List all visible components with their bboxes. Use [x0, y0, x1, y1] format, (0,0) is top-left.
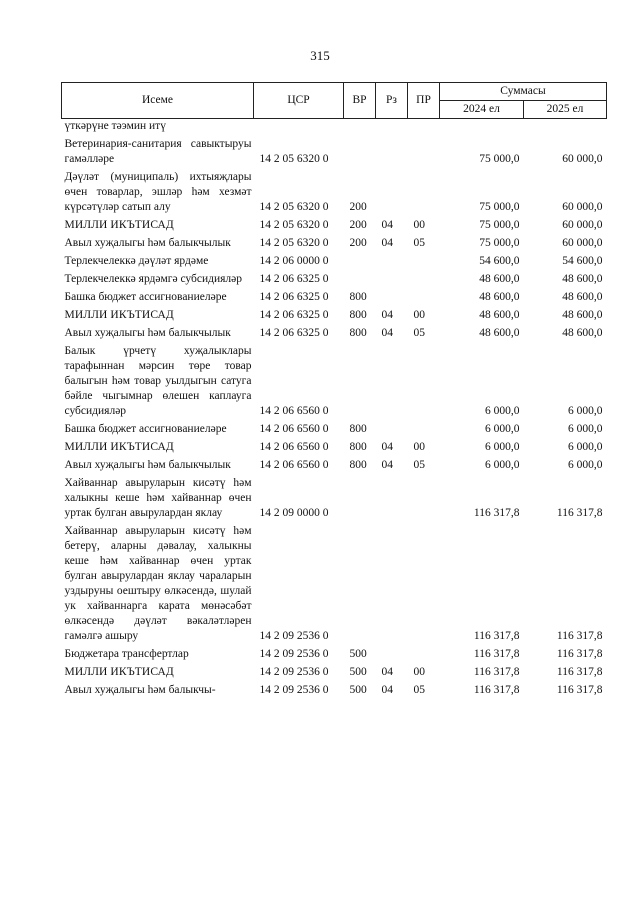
- row-code: 14 2 06 6325 0: [259, 309, 329, 321]
- row-pr: 05: [413, 459, 425, 471]
- row-pr: [408, 251, 440, 269]
- row-sum-2024: [440, 119, 524, 135]
- row-rz: [376, 269, 408, 287]
- row-sum-2025: 60 000,0: [562, 153, 603, 165]
- table-row: [62, 119, 607, 135]
- header-code: ЦСР: [254, 83, 344, 119]
- row-sum-2025: 116 317,8: [556, 684, 603, 696]
- row-pr: [408, 287, 440, 305]
- row-sum-2024: 6 000,0: [485, 423, 520, 435]
- row-code: 14 2 09 2536 0: [259, 666, 329, 678]
- row-sum-2025: 48 600,0: [562, 327, 603, 339]
- row-sum-2025: 48 600,0: [562, 291, 603, 303]
- row-name: Хайваннар авыруларын кисәтү һәм халыкны кеше һәм хайваннар өчен уртак булган авырулардан яклау: [64, 477, 252, 519]
- row-vr: 800: [349, 291, 367, 303]
- row-sum-2025: 60 000,0: [562, 201, 603, 213]
- row-code: 14 2 09 2536 0: [259, 648, 329, 660]
- row-sum-2024: 75 000,0: [479, 153, 520, 165]
- row-pr: 00: [413, 666, 425, 678]
- row-code: 14 2 06 6325 0: [259, 273, 329, 285]
- row-rz: 04: [381, 309, 393, 321]
- row-pr: [408, 167, 440, 215]
- row-pr: 05: [413, 327, 425, 339]
- row-name: МИЛЛИ ИКЪТИСАД: [64, 219, 174, 231]
- row-sum-2024: 6 000,0: [485, 459, 520, 471]
- row-sum-2024: 116 317,8: [473, 507, 520, 519]
- row-rz: 04: [381, 441, 393, 453]
- row-name: Балык үрчетү хуҗалыклары тарафыннан мәрсин төре товар балыгын һәм товар уылдыгын сатуга бәйле чыгымнар өлешен каплауга субсидияләр: [64, 345, 252, 417]
- table-row: [62, 473, 607, 521]
- header-name: Исеме: [62, 83, 254, 119]
- row-code: 14 2 06 6325 0: [259, 327, 329, 339]
- row-vr: [344, 251, 376, 269]
- row-sum-2025: 48 600,0: [562, 309, 603, 321]
- row-code: 14 2 06 6325 0: [259, 291, 329, 303]
- row-name: Авыл хуҗалыгы һәм балыкчылык: [64, 459, 231, 471]
- table-row: [62, 323, 607, 341]
- row-rz: 04: [381, 684, 393, 696]
- row-sum-2025: 116 317,8: [556, 507, 603, 519]
- row-sum-2024: 48 600,0: [479, 273, 520, 285]
- row-vr: 800: [349, 441, 367, 453]
- row-code: 14 2 09 2536 0: [259, 630, 329, 642]
- table-row: [62, 233, 607, 251]
- table-row: [62, 305, 607, 323]
- table-row: [62, 167, 607, 215]
- row-vr: 200: [349, 237, 367, 249]
- row-sum-2024: 75 000,0: [479, 237, 520, 249]
- row-name: Авыл хуҗалыгы һәм балыкчылык: [64, 237, 231, 249]
- table-row: [62, 134, 607, 167]
- row-sum-2024: 6 000,0: [485, 405, 520, 417]
- table-row: [62, 419, 607, 437]
- row-pr: [408, 473, 440, 521]
- row-pr: [408, 134, 440, 167]
- row-code: 14 2 05 6320 0: [259, 201, 329, 213]
- row-vr: 500: [349, 648, 367, 660]
- row-pr: [408, 521, 440, 644]
- row-name: Терлекчелеккә ярдәмгә субсидияләр: [64, 273, 243, 285]
- row-name: Авыл хуҗалыгы һәм балыкчы-: [64, 684, 216, 696]
- row-name: Ветеринария-санитария савыктыруы гамәлләре: [64, 138, 252, 165]
- row-pr: 00: [413, 441, 425, 453]
- row-sum-2024: 116 317,8: [473, 648, 520, 660]
- row-sum-2025: 60 000,0: [562, 237, 603, 249]
- row-name: Хайваннар авыруларын кисәтү һәм бетерү, аларны дәвалау, халыкны кеше һәм хайваннар өчен уртак булган авырулардан яклау чараларын уздыруны оештыру өлкәсендә, шулай ук хайваннарга карата мөнәсәбәт өлкәсендә дәүләт вәкаләтләрен гамәлгә ашыру: [64, 525, 252, 642]
- row-sum-2024: 116 317,8: [473, 684, 520, 696]
- row-sum-2025: 116 317,8: [556, 648, 603, 660]
- row-rz: 04: [381, 237, 393, 249]
- header-pr: ПР: [408, 83, 440, 119]
- row-pr: 00: [413, 309, 425, 321]
- page-number: 315: [310, 48, 330, 63]
- table-row: [62, 215, 607, 233]
- header-year-2024: 2024 ел: [440, 101, 524, 119]
- row-name: Дәүләт (муниципаль) ихтыяҗлары өчен товарлар, эшләр һәм хезмәт күрсәтүләр сатып алу: [64, 171, 252, 213]
- row-name: Терлекчелеккә дәүләт ярдәме: [64, 255, 209, 267]
- table-header: [62, 83, 607, 119]
- row-rz: [376, 341, 408, 419]
- row-code: 14 2 06 0000 0: [259, 255, 329, 267]
- row-rz: [376, 287, 408, 305]
- header-sums: Суммасы: [440, 83, 607, 101]
- row-name: Башка бюджет ассигнованиеләре: [64, 423, 227, 435]
- header-rz: Рз: [376, 83, 408, 119]
- row-vr: 200: [349, 219, 367, 231]
- row-rz: [376, 419, 408, 437]
- row-sum-2025: 116 317,8: [556, 630, 603, 642]
- table-row: [62, 269, 607, 287]
- row-sum-2025: 6 000,0: [568, 405, 603, 417]
- row-sum-2024: 48 600,0: [479, 309, 520, 321]
- row-name: Авыл хуҗалыгы һәм балыкчылык: [64, 327, 231, 339]
- row-vr: 800: [349, 423, 367, 435]
- table-row: [62, 287, 607, 305]
- table-row: [62, 521, 607, 644]
- row-vr: 500: [349, 666, 367, 678]
- row-sum-2025: 6 000,0: [568, 459, 603, 471]
- row-sum-2024: 6 000,0: [485, 441, 520, 453]
- row-pr: [408, 119, 440, 135]
- row-code: 14 2 05 6320 0: [259, 153, 329, 165]
- row-pr: [408, 341, 440, 419]
- row-pr: 05: [413, 684, 425, 696]
- row-sum-2025: 48 600,0: [562, 273, 603, 285]
- row-code: 14 2 06 6560 0: [259, 423, 329, 435]
- row-sum-2024: 75 000,0: [479, 201, 520, 213]
- row-name: Башка бюджет ассигнованиеләре: [64, 291, 227, 303]
- row-code: 14 2 06 6560 0: [259, 405, 329, 417]
- row-pr: [408, 419, 440, 437]
- row-rz: [376, 167, 408, 215]
- row-sum-2025: 60 000,0: [562, 219, 603, 231]
- table-row: [62, 341, 607, 419]
- row-name: Бюджетара трансфертлар: [64, 648, 189, 660]
- table-row: [62, 437, 607, 455]
- row-sum-2024: 54 600,0: [479, 255, 520, 267]
- row-name: МИЛЛИ ИКЪТИСАД: [64, 666, 174, 678]
- row-rz: 04: [381, 666, 393, 678]
- row-vr: 800: [349, 327, 367, 339]
- row-sum-2025: 6 000,0: [568, 441, 603, 453]
- row-sum-2024: 116 317,8: [473, 666, 520, 678]
- row-vr: 500: [349, 684, 367, 696]
- row-sum-2024: 48 600,0: [479, 327, 520, 339]
- row-vr: [344, 341, 376, 419]
- row-sum-2025: 116 317,8: [556, 666, 603, 678]
- table-row: [62, 662, 607, 680]
- row-code: 14 2 09 2536 0: [259, 684, 329, 696]
- row-pr: 00: [413, 219, 425, 231]
- row-vr: [344, 134, 376, 167]
- budget-table: [61, 82, 607, 698]
- row-rz: [376, 473, 408, 521]
- row-rz: 04: [381, 219, 393, 231]
- row-rz: [376, 251, 408, 269]
- table-row: [62, 680, 607, 698]
- table-body: [62, 119, 607, 699]
- row-vr: [344, 269, 376, 287]
- row-vr: 800: [349, 309, 367, 321]
- row-sum-2025: 54 600,0: [562, 255, 603, 267]
- row-sum-2024: 75 000,0: [479, 219, 520, 231]
- row-name: үткәрүне тәэмин итү: [64, 120, 166, 132]
- header-year-2025: 2025 ел: [524, 101, 607, 119]
- row-vr: [344, 521, 376, 644]
- row-code: 14 2 05 6320 0: [259, 219, 329, 231]
- row-pr: [408, 269, 440, 287]
- row-rz: [376, 119, 408, 135]
- table-row: [62, 251, 607, 269]
- row-pr: [408, 644, 440, 662]
- row-pr: 05: [413, 237, 425, 249]
- row-sum-2024: 48 600,0: [479, 291, 520, 303]
- row-code: 14 2 06 6560 0: [259, 441, 329, 453]
- row-sum-2025: [524, 119, 607, 135]
- table-row: [62, 644, 607, 662]
- row-rz: 04: [381, 327, 393, 339]
- row-vr: 800: [349, 459, 367, 471]
- row-code: 14 2 06 6560 0: [259, 459, 329, 471]
- row-vr: [344, 119, 376, 135]
- row-rz: 04: [381, 459, 393, 471]
- row-rz: [376, 644, 408, 662]
- row-name: МИЛЛИ ИКЪТИСАД: [64, 309, 174, 321]
- row-name: МИЛЛИ ИКЪТИСАД: [64, 441, 174, 453]
- header-vr: ВР: [344, 83, 376, 119]
- row-vr: [344, 473, 376, 521]
- row-code: 14 2 05 6320 0: [259, 237, 329, 249]
- row-rz: [376, 521, 408, 644]
- row-code: [254, 119, 344, 135]
- row-code: 14 2 09 0000 0: [259, 507, 329, 519]
- table-row: [62, 455, 607, 473]
- row-sum-2024: 116 317,8: [473, 630, 520, 642]
- row-sum-2025: 6 000,0: [568, 423, 603, 435]
- row-rz: [376, 134, 408, 167]
- row-vr: 200: [349, 201, 367, 213]
